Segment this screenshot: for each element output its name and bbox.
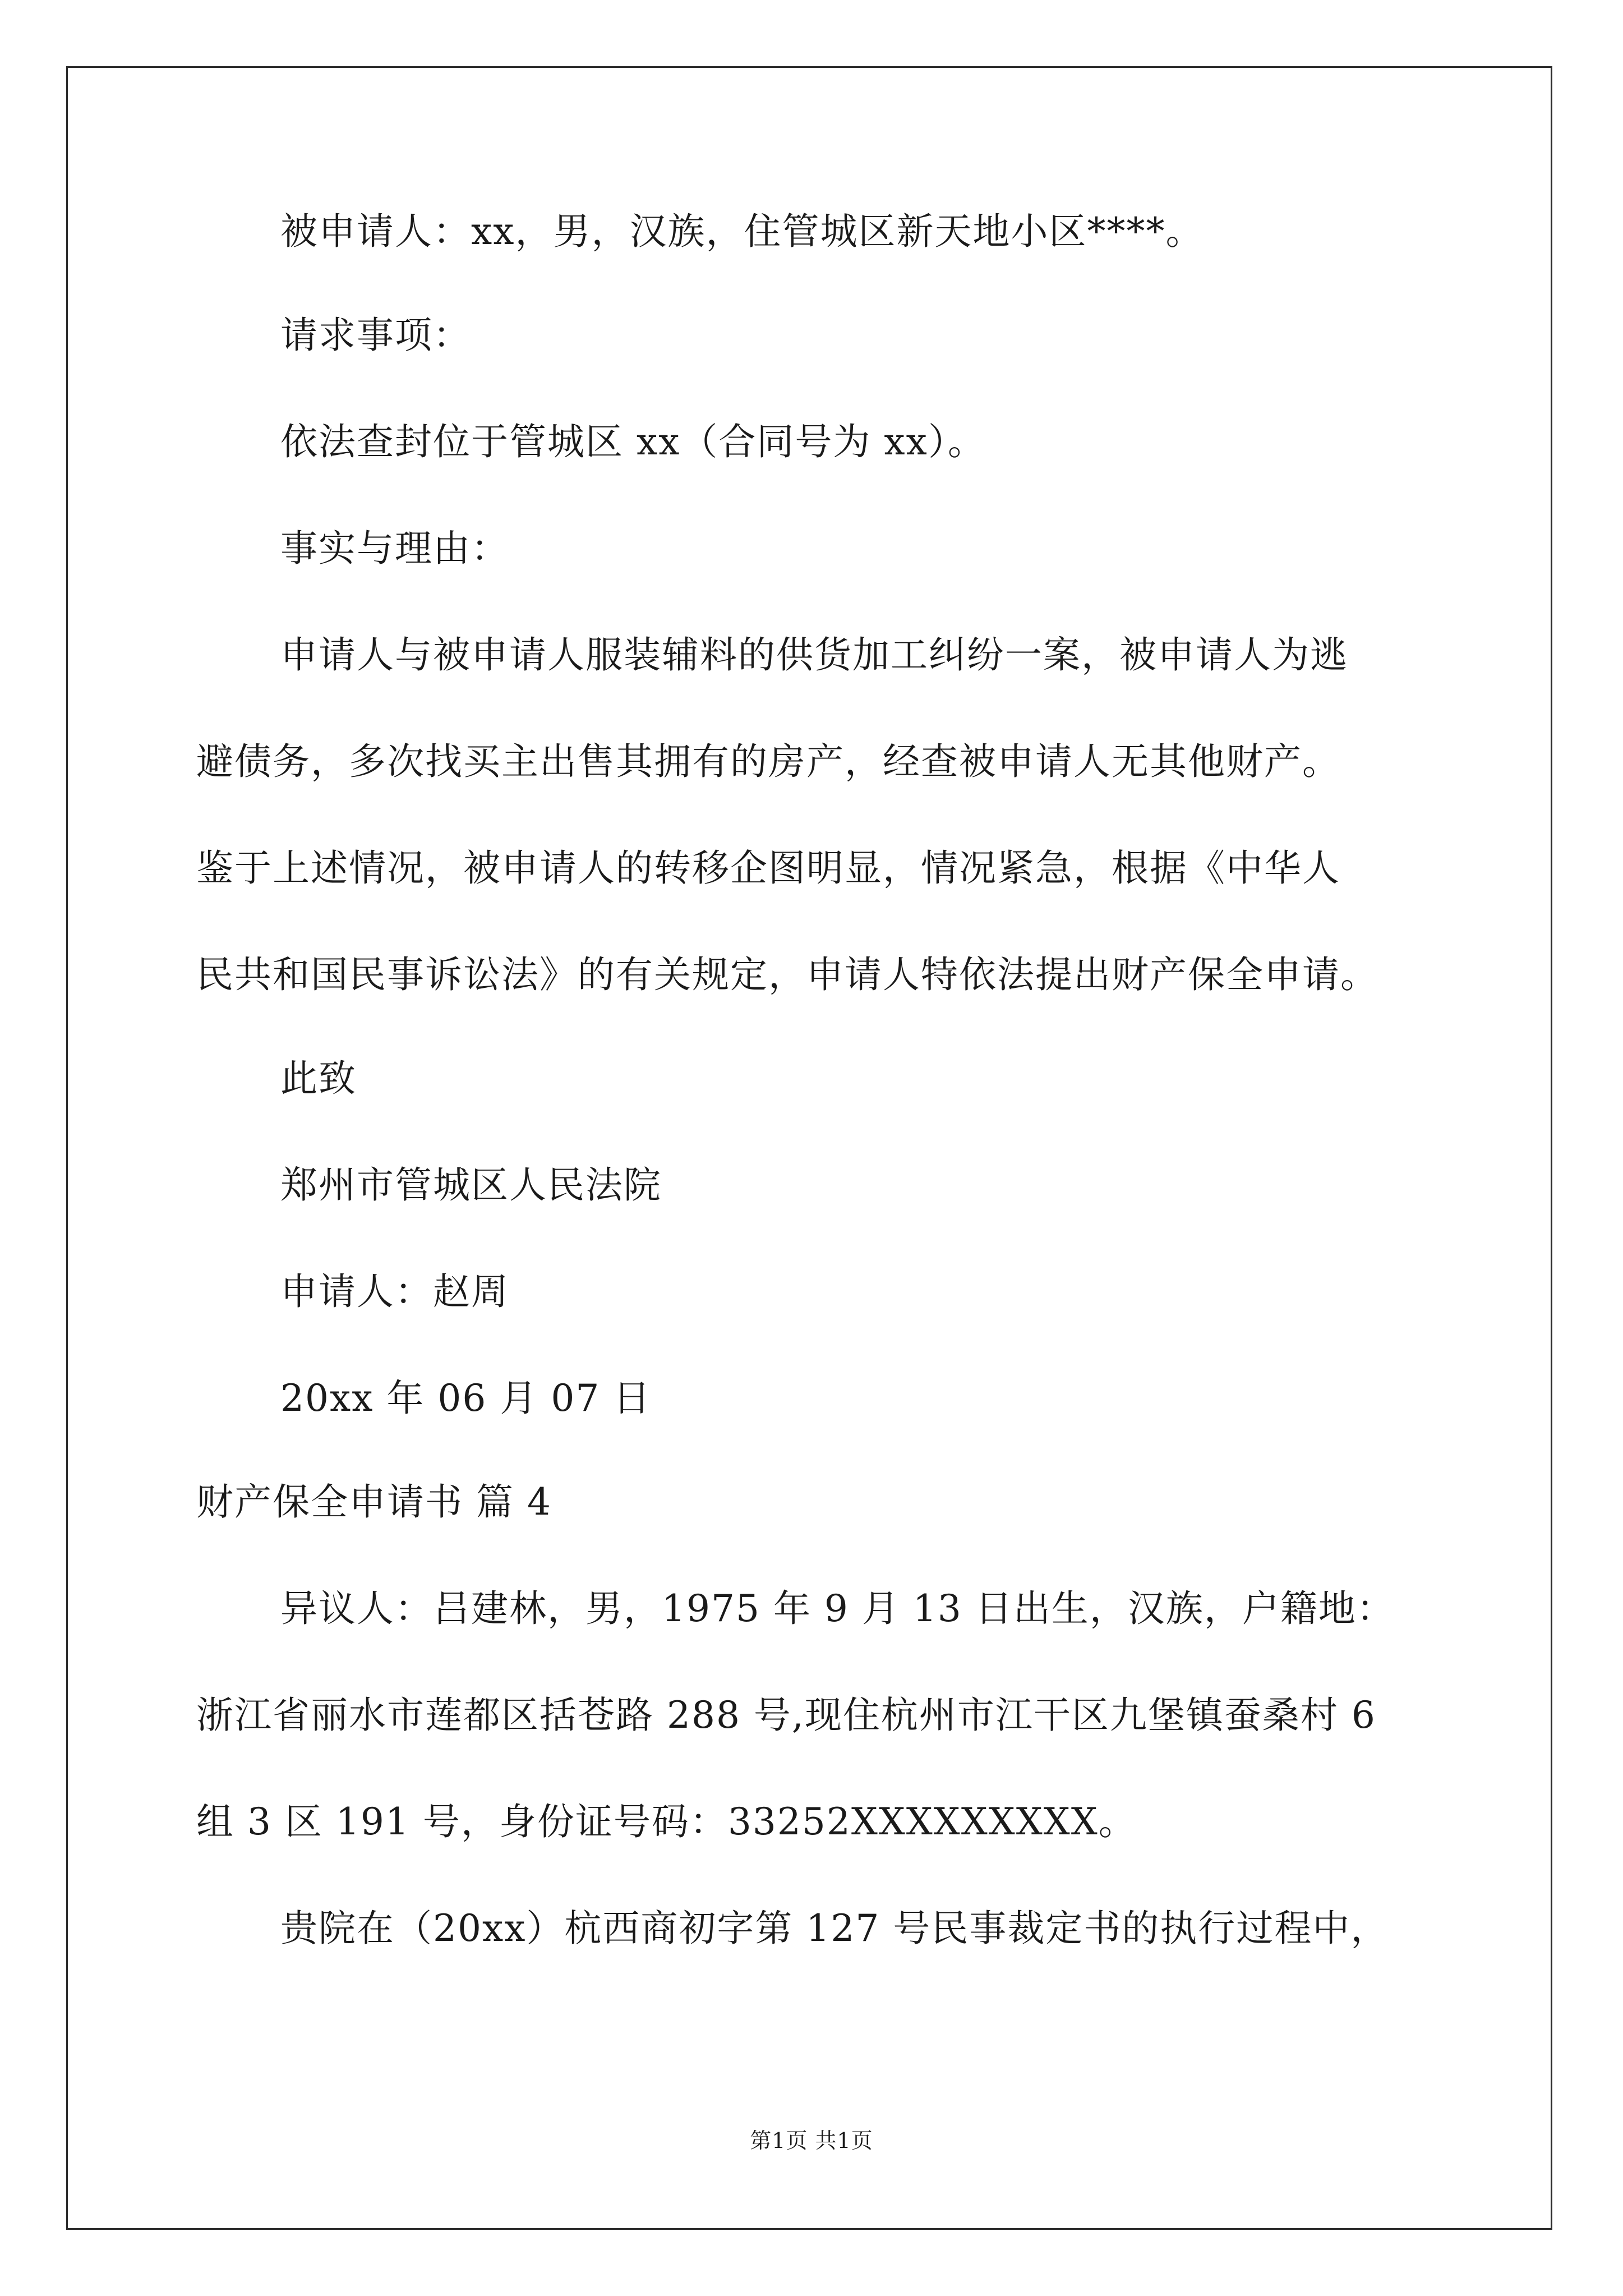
- page-border: [66, 66, 1552, 2230]
- section-title: 财产保全申请书 篇 4: [196, 1480, 552, 1524]
- date-line: 20xx 年 06 月 07 日: [280, 1377, 652, 1420]
- court-name: 郑州市管城区人民法院: [280, 1163, 662, 1207]
- objector-line-1: 异议人：吕建林，男，1975 年 9 月 13 日出生，汉族，户籍地：: [280, 1587, 1395, 1630]
- respondent-line: 被申请人：xx，男，汉族，住管城区新天地小区****。: [280, 210, 1204, 253]
- court-process-line: 贵院在（20xx）杭西商初字第 127 号民事裁定书的执行过程中，: [280, 1907, 1389, 1950]
- applicant-signature: 申请人：赵周: [280, 1270, 509, 1313]
- facts-line-3: 鉴于上述情况，被申请人的转移企图明显，情况紧急，根据《中华人: [196, 846, 1340, 890]
- facts-line-2: 避债务，多次找买主出售其拥有的房产，经查被申请人无其他财产。: [196, 740, 1340, 783]
- objector-line-3: 组 3 区 191 号，身份证号码：33252XXXXXXXXX。: [196, 1800, 1137, 1843]
- page-footer: 第1页 共1页: [750, 2128, 873, 2153]
- claims-text: 依法查封位于管城区 xx（合同号为 xx）。: [280, 420, 986, 463]
- facts-heading: 事实与理由：: [280, 527, 509, 570]
- facts-line-4: 民共和国民事诉讼法》的有关规定，申请人特依法提出财产保全申请。: [196, 953, 1378, 996]
- objector-line-2: 浙江省丽水市莲都区括苍路 288 号,现住杭州市江干区九堡镇蚕桑村 6: [196, 1694, 1376, 1737]
- claims-heading: 请求事项：: [280, 314, 471, 357]
- salutation: 此致: [280, 1057, 357, 1100]
- facts-line-1: 申请人与被申请人服装辅料的供货加工纠纷一案，被申请人为逃: [280, 633, 1348, 677]
